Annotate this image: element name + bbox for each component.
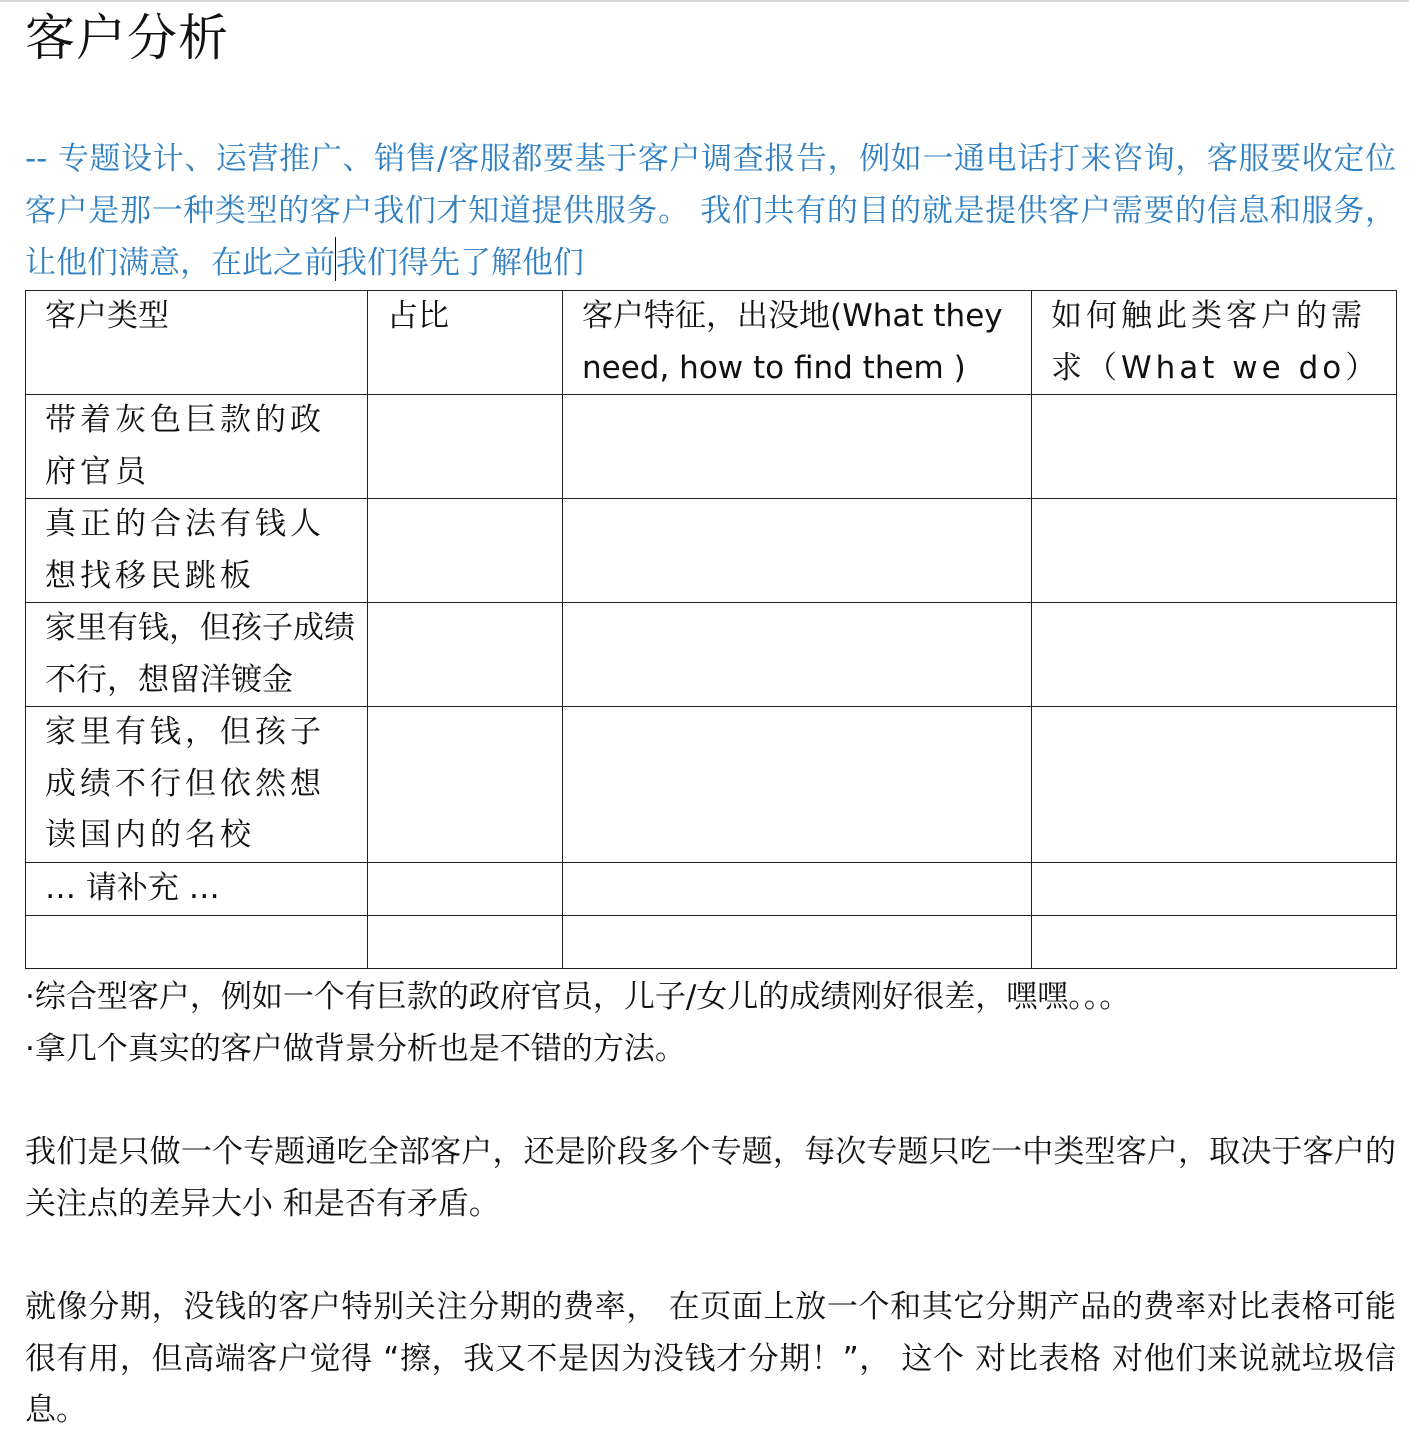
table-row [26,395,1397,499]
intro-paragraph[interactable] [25,134,1396,290]
intro-text-after-caret: 我们得先了解他们 [336,245,584,281]
note-item[interactable]: ·拿几个真实的客户做背景分析也是不错的方法。 [25,1030,686,1067]
cell-ratio[interactable] [368,603,563,707]
cell-actions[interactable] [1032,603,1397,707]
table-row [26,863,1397,916]
cell-customer-type[interactable]: 家里有钱，但孩子成绩不行但依然想读国内的名校 [26,707,368,863]
header-cell-features[interactable]: 客户特征，出没地(What they need, how to find them ) [563,291,1032,395]
header-cell-actions[interactable]: 如何触此类客户的需求（What we do） [1032,291,1397,395]
header-cell-customer-type[interactable]: 客户类型 [26,291,368,395]
table-header-row [26,291,1397,395]
top-divider [0,0,1409,2]
header-cell-ratio[interactable]: 占比 [368,291,563,395]
cell-features[interactable] [563,395,1032,499]
cell-ratio[interactable] [368,499,563,603]
cell-ratio[interactable] [368,916,563,969]
cell-ratio[interactable] [368,707,563,863]
cell-ratio[interactable] [368,395,563,499]
bullet-notes [25,972,1396,1075]
note-item[interactable]: ·综合型客户，例如一个有巨款的政府官员，儿子/女儿的成绩刚好很差，嘿嘿。。。 [25,979,1131,1015]
cell-customer-type[interactable]: 带着灰色巨款的政府官员 [26,395,368,499]
cell-actions[interactable] [1032,863,1397,916]
cell-customer-type[interactable] [26,916,368,969]
table-row [26,603,1397,707]
cell-features[interactable] [563,707,1032,863]
cell-customer-type[interactable]: 真正的合法有钱人想找移民跳板 [26,499,368,603]
cell-actions[interactable] [1032,499,1397,603]
table-row [26,707,1397,863]
cell-customer-type[interactable]: 家里有钱，但孩子成绩不行，想留洋镀金 [26,603,368,707]
page-title: 客户分析 [25,9,229,67]
body-paragraph[interactable]: 就像分期，没钱的客户特别关注分期的费率， 在页面上放一个和其它分期产品的费率对比表格可能很有用，但高端客户觉得 “擦，我又不是因为没钱才分期！”， 这个 对比表格 对他们来说就垃圾信息。 [25,1289,1396,1428]
cell-ratio[interactable] [368,863,563,916]
body-paragraph[interactable]: 我们是只做一个专题通吃全部客户，还是阶段多个专题，每次专题只吃一中类型客户，取决于客户的关注点的差异大小 和是否有矛盾。 [25,1134,1396,1222]
cell-actions[interactable] [1032,707,1397,863]
cell-features[interactable] [563,499,1032,603]
table-row [26,916,1397,969]
table-row [26,499,1397,603]
cell-features[interactable] [563,863,1032,916]
customer-analysis-table [25,290,1397,969]
intro-text-before-caret: -- 专题设计、运营推广、销售/客服都要基于客户调查报告，例如一通电话打来咨询，客服要收定位客户是那一种类型的客户我们才知道提供服务。 我们共有的目的就是提供客户需要的信息和服务，让他们满意，在此之前 [25,141,1396,281]
cell-features[interactable] [563,916,1032,969]
cell-features[interactable] [563,603,1032,707]
cell-actions[interactable] [1032,395,1397,499]
cell-customer-type[interactable]: … 请补充 … [26,863,368,916]
cell-actions[interactable] [1032,916,1397,969]
